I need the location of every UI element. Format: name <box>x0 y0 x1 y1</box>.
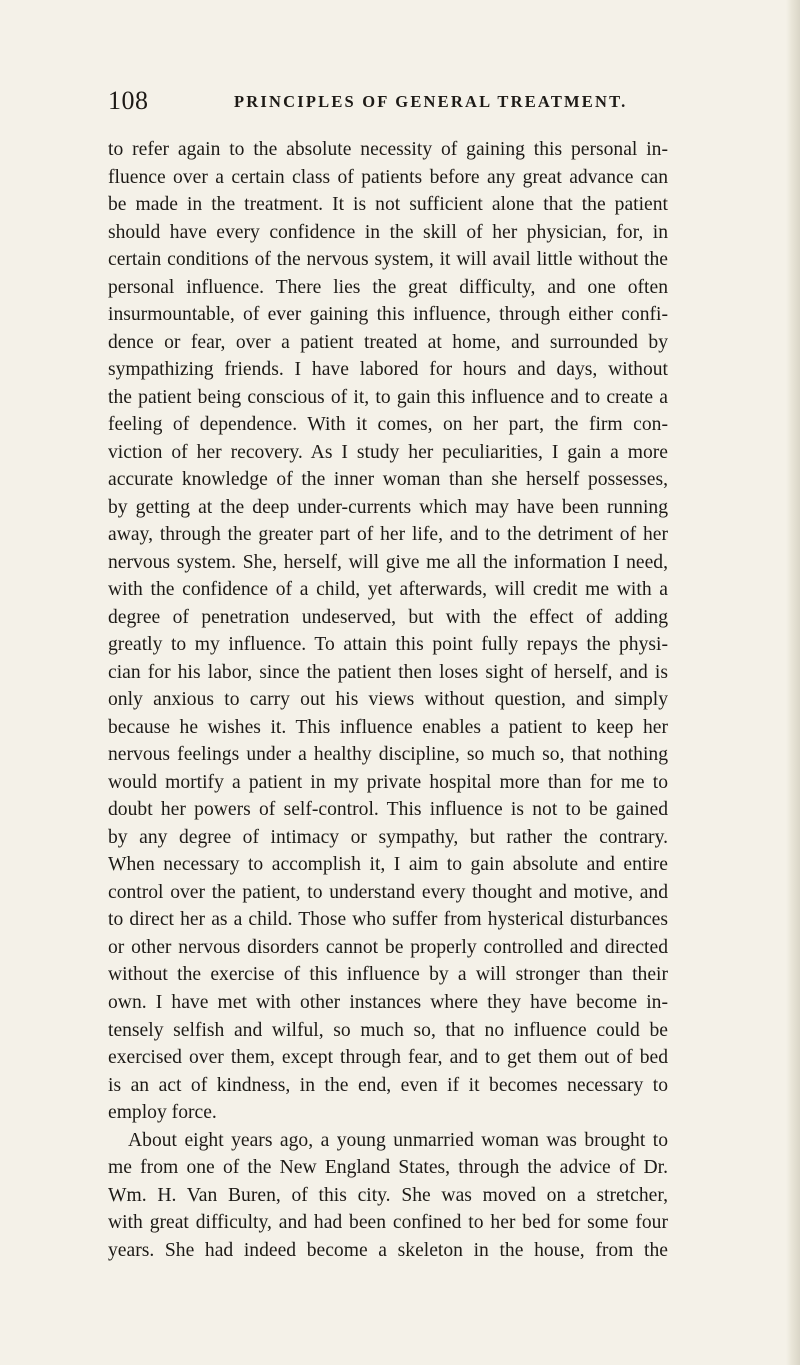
text-line: viction of her recovery. As I study her peculiarities, I gain a more <box>108 441 668 463</box>
text-line: by any degree of intimacy or sympathy, but rather the contrary. <box>108 826 668 848</box>
page-edge-shadow <box>786 0 800 1365</box>
text-line: years. She had indeed become a skeleton in the house, from the <box>108 1239 668 1261</box>
text-line: away, through the greater part of her life, and to the detriment of her <box>108 524 668 546</box>
text-line: exercised over them, except through fear, and to get them out of bed <box>108 1047 668 1069</box>
text-line: tensely selfish and wilful, so much so, that no influence could be <box>108 1019 668 1041</box>
running-head: PRINCIPLES OF GENERAL TREATMENT. <box>234 92 628 111</box>
text-line-paragraph-start: About eight years ago, a young unmarried woman was brought to <box>128 1129 668 1151</box>
text-line: sympathizing friends. I have labored for hours and days, without <box>108 359 668 381</box>
text-line: degree of penetration undeserved, but with the effect of adding <box>108 606 668 628</box>
text-line: is an act of kindness, in the end, even if it becomes necessary to <box>108 1074 668 1096</box>
text-line: accurate knowledge of the inner woman than she herself possesses, <box>108 469 668 491</box>
text-line: dence or fear, over a patient treated at home, and surrounded by <box>108 331 668 353</box>
text-line: because he wishes it. This influence enables a patient to keep her <box>108 716 668 738</box>
text-line: nervous system. She, herself, will give me all the information I need, <box>108 551 668 573</box>
text-line: with great difficulty, and had been confined to her bed for some four <box>108 1212 668 1234</box>
text-line-paragraph-end: employ force. <box>108 1102 217 1124</box>
text-line: greatly to my influence. To attain this point fully repays the physi- <box>108 634 668 656</box>
text-line: personal influence. There lies the great difficulty, and one often <box>108 276 668 298</box>
text-line: only anxious to carry out his views without question, and simply <box>108 689 668 711</box>
text-line: nervous feelings under a healthy discipline, so much so, that nothing <box>108 744 668 766</box>
text-line: fluence over a certain class of patients before any great advance can <box>108 166 668 188</box>
page-number: 108 <box>108 86 149 115</box>
text-line: When necessary to accomplish it, I aim to gain absolute and entire <box>108 854 668 876</box>
text-line: Wm. H. Van Buren, of this city. She was moved on a stretcher, <box>108 1184 668 1206</box>
text-line: would mortify a patient in my private hospital more than for me to <box>108 771 668 793</box>
page-header <box>108 86 668 116</box>
text-line: or other nervous disorders cannot be properly controlled and directed <box>108 936 668 958</box>
text-line: doubt her powers of self-control. This influence is not to be gained <box>108 799 668 821</box>
text-line: own. I have met with other instances where they have become in- <box>108 991 668 1013</box>
text-line: with the confidence of a child, yet afterwards, will credit me with a <box>108 579 668 601</box>
text-line: me from one of the New England States, through the advice of Dr. <box>108 1157 668 1179</box>
text-line: to refer again to the absolute necessity of gaining this personal in- <box>108 139 668 160</box>
body-text <box>108 136 668 1264</box>
text-line: be made in the treatment. It is not sufficient alone that the patient <box>108 194 668 216</box>
text-line: insurmountable, of ever gaining this influence, through either confi- <box>108 304 668 326</box>
text-line: cian for his labor, since the patient then loses sight of herself, and is <box>108 661 668 683</box>
text-line: to direct her as a child. Those who suffer from hysterical disturbances <box>108 909 668 931</box>
text-line: by getting at the deep under-currents which may have been running <box>108 496 668 518</box>
text-line: feeling of dependence. With it comes, on her part, the firm con- <box>108 414 668 436</box>
text-line: the patient being conscious of it, to gain this influence and to create a <box>108 386 668 408</box>
text-line: should have every confidence in the skill of her physician, for, in <box>108 221 668 243</box>
text-line: certain conditions of the nervous system, it will avail little without the <box>108 249 668 271</box>
text-line: without the exercise of this influence by a will stronger than their <box>108 964 668 986</box>
text-line: control over the patient, to understand every thought and motive, and <box>108 881 668 903</box>
